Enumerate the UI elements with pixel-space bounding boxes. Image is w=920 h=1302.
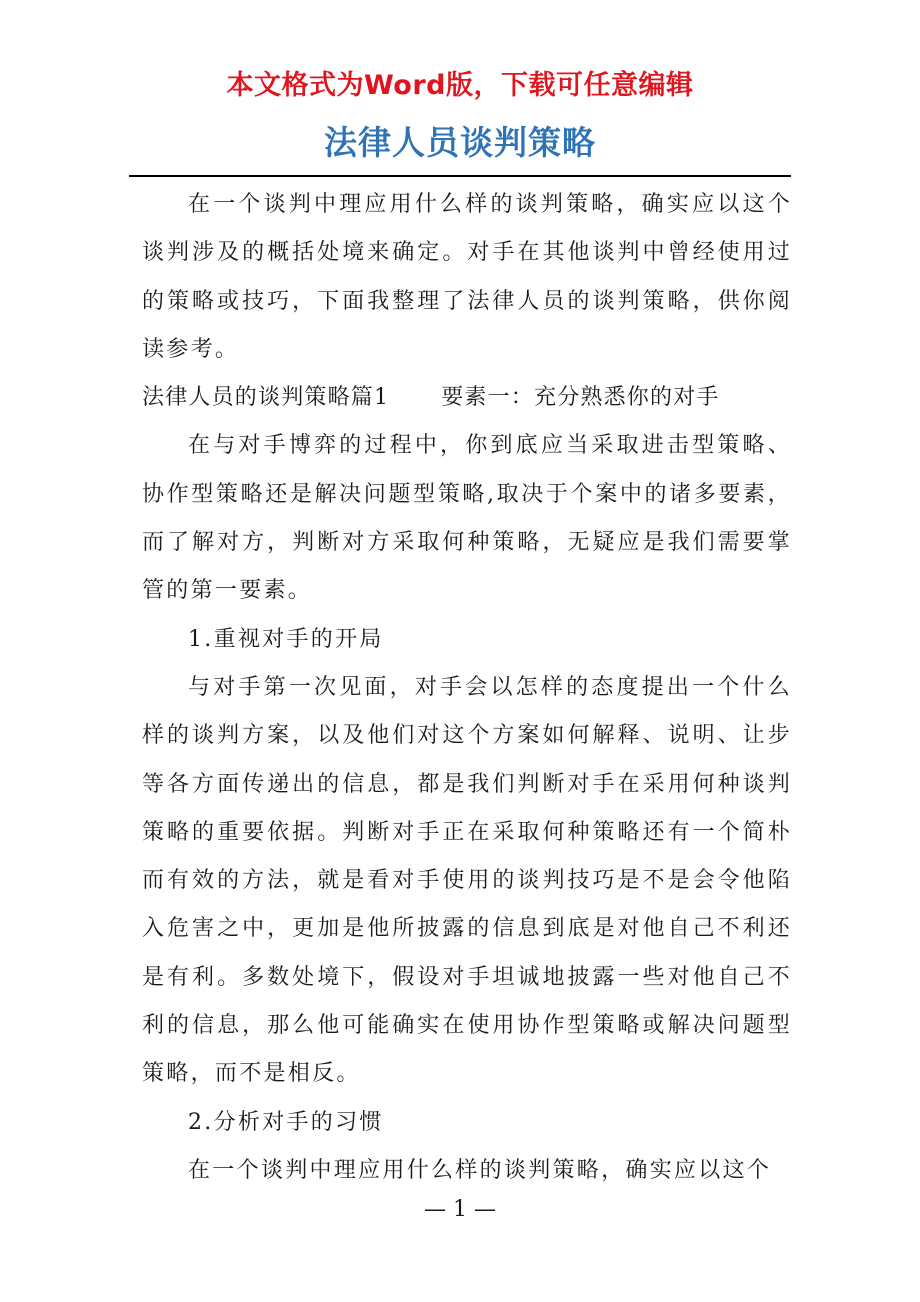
intro-paragraph: 在一个谈判中理应用什么样的谈判策略，确实应以这个谈判涉及的概括处境来确定。对手在其他谈判中曾经使用过的策略或技巧，下面我整理了法律人员的谈判策略，供你阅读参考。 xyxy=(142,192,792,362)
body-paragraph: 与对手第一次见面，对手会以怎样的态度提出一个什么样的谈判方案，以及他们对这个方案如何解释、说明、让步等各方面传递出的信息，都是我们判断对手在采用何种谈判策略的重要依据。判断对手正在采取何种策略还有一个简朴而有效的方法，就是看对手使用的谈判技巧是不是会令他陷入危害之中，更加是他所披露的信息到底是对他自己不利还是有利。多数处境下，假设对手坦诚地披露一些对他自己不利的信息，那么他可能确实在使用协作型策略或解决问题型策略，而不是相反。 xyxy=(142,674,792,1087)
document-body xyxy=(142,181,792,1195)
body-paragraph: 在一个谈判中理应用什么样的谈判策略，确实应以这个 xyxy=(188,1157,772,1183)
subheading-1: 1.重视对手的开局 xyxy=(188,626,384,652)
section-heading-title: 法律人员的谈判策略篇1 xyxy=(142,385,390,411)
title-divider xyxy=(129,175,791,177)
document-title: 法律人员谈判策略 xyxy=(324,123,596,162)
body-paragraph: 在与对手博弈的过程中，你到底应当采取进击型策略、协作型策略还是解决问题型策略,取决于个案中的诸多要素，而了解对方，判断对方采取何种策略，无疑应是我们需要掌管的第一要素。 xyxy=(142,433,792,604)
page-number: — 1 — xyxy=(424,1197,496,1222)
section-heading-subtitle: 要素一：充分熟悉你的对手 xyxy=(441,385,720,411)
subheading-2: 2.分析对手的习惯 xyxy=(188,1109,384,1135)
format-notice-banner: 本文格式为Word版，下载可任意编辑 xyxy=(226,70,694,101)
section-heading xyxy=(142,374,792,422)
